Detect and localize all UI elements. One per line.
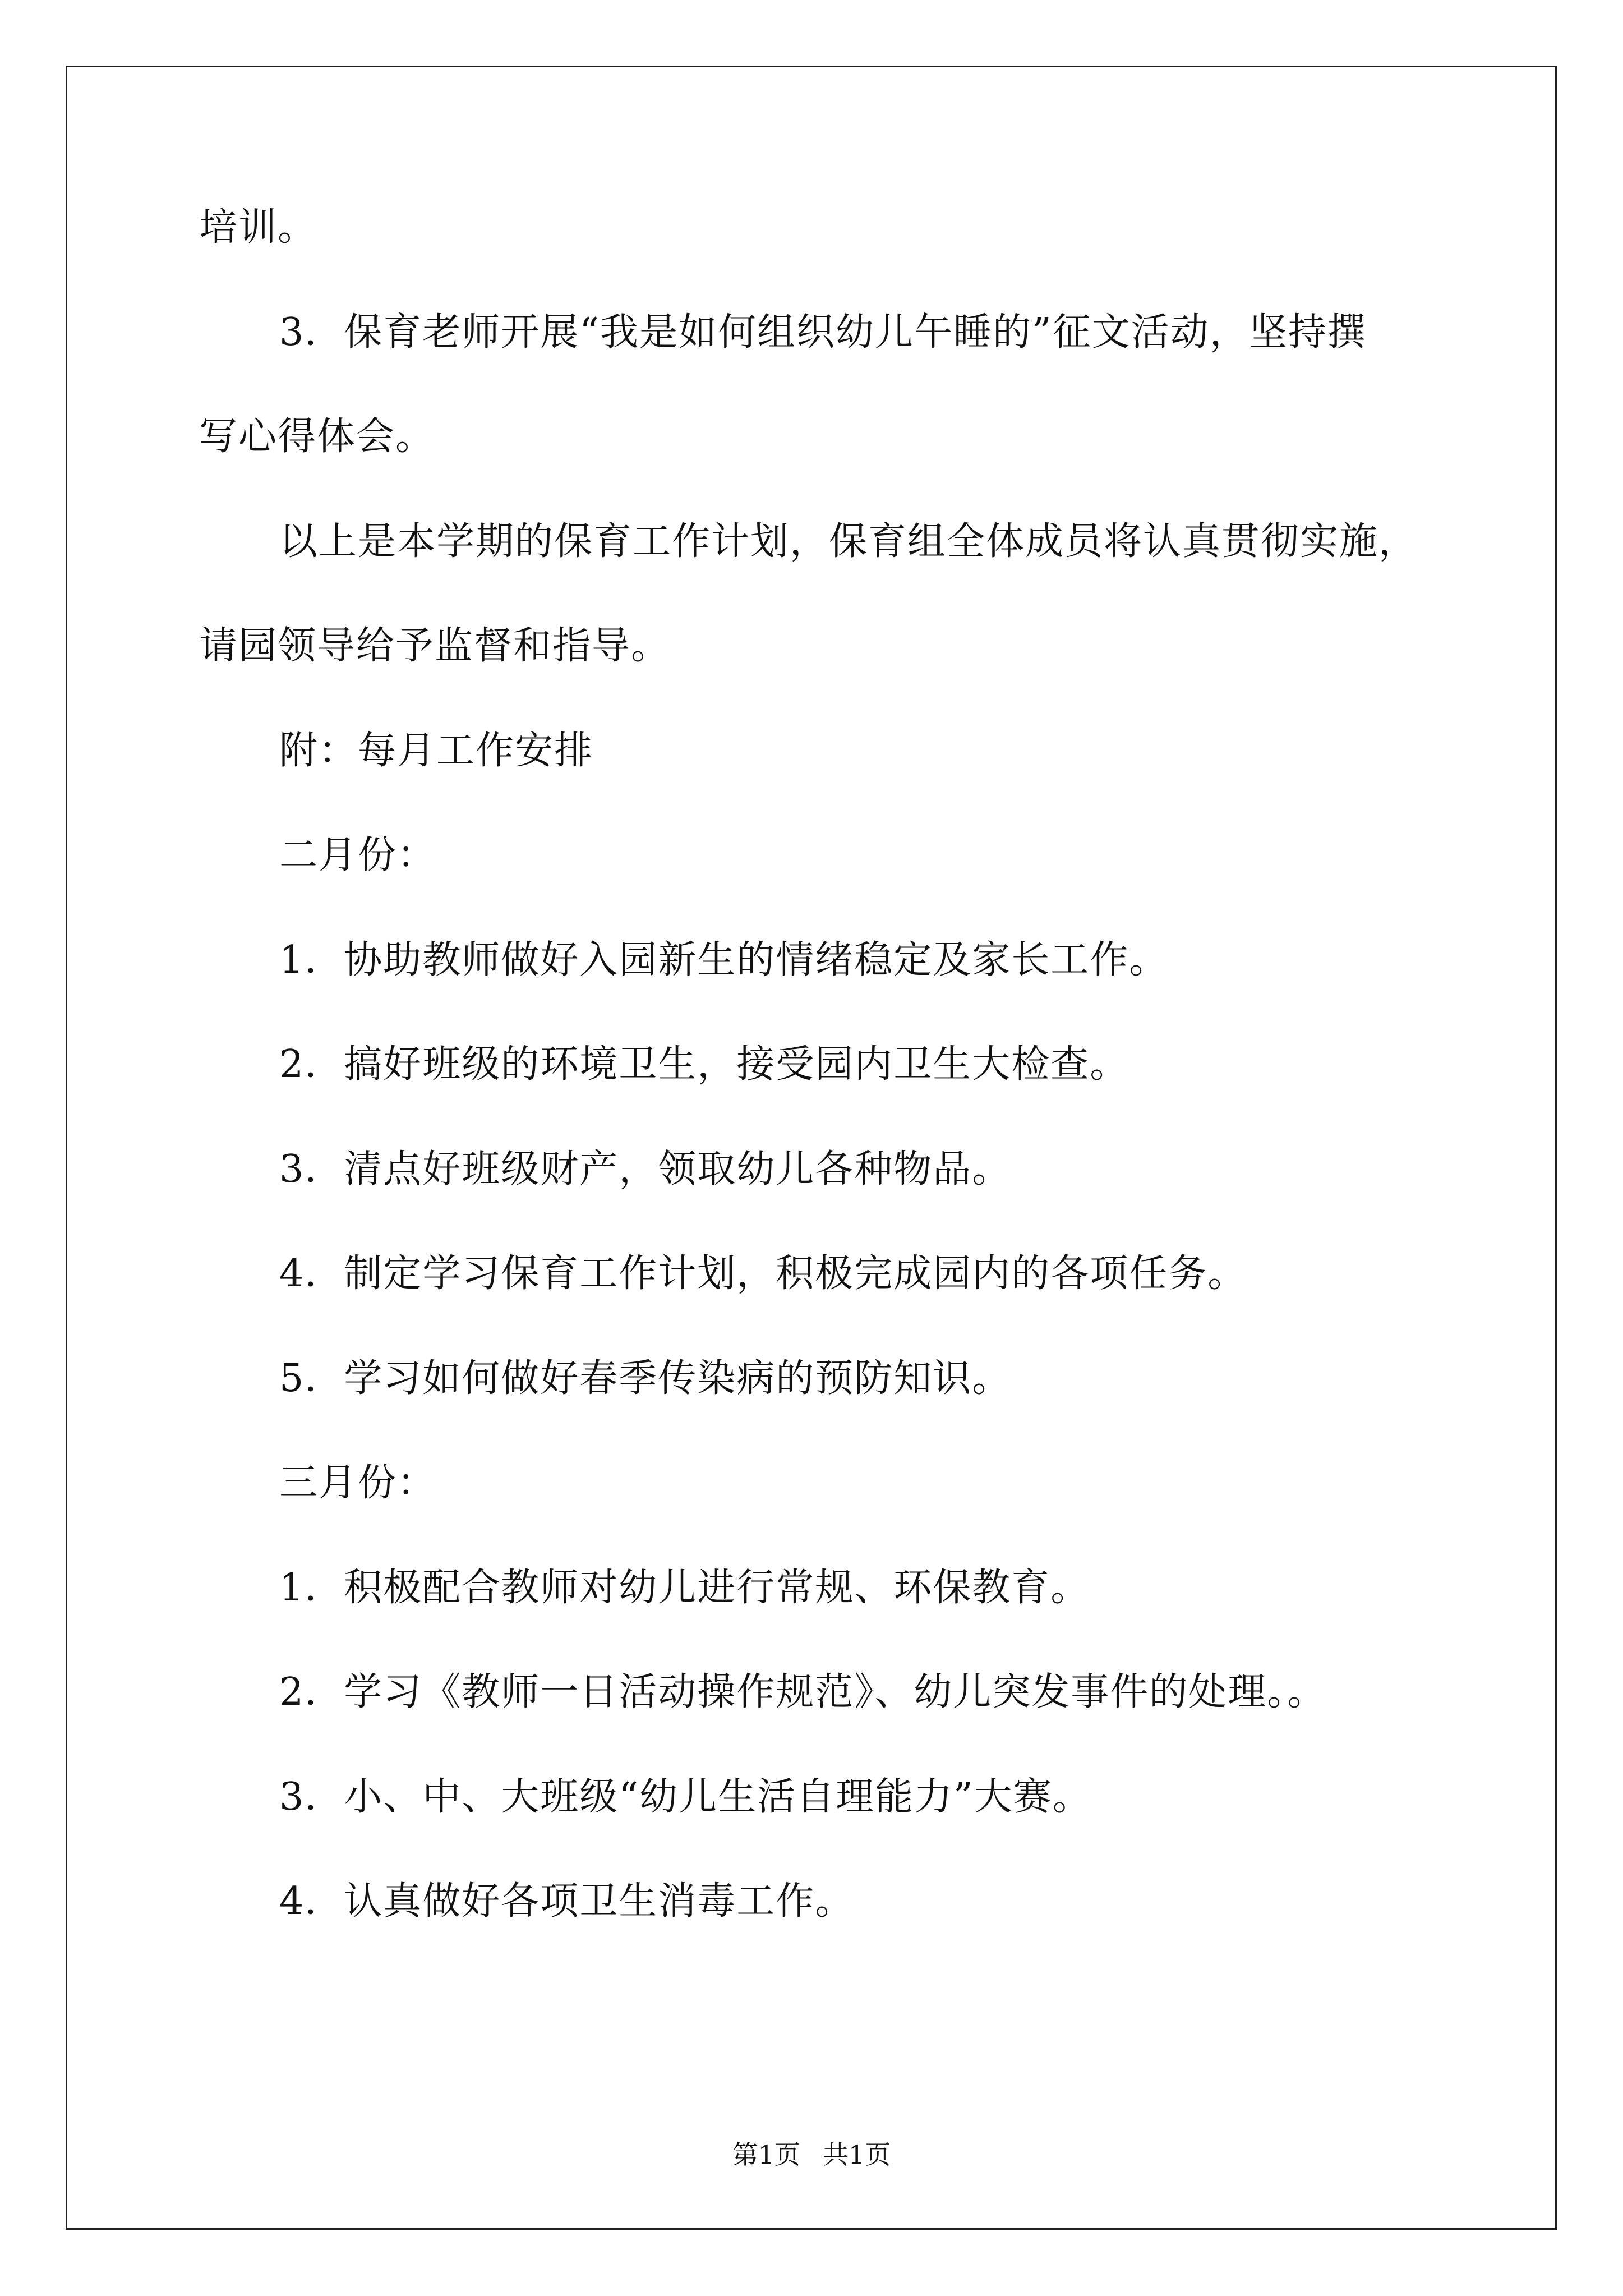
section-heading-march: 三月份： — [279, 1461, 437, 1505]
page-number-total: 共1页 — [823, 2139, 891, 2170]
text-line-11: 4．制定学习保育工作计划，积极完成园内的各项任务。 — [279, 1251, 1247, 1296]
document-body — [199, 205, 1467, 1984]
text-line-5: 请园领导给予监督和指导。 — [199, 624, 671, 668]
text-line-16: 3．小、中、大班级“幼儿生活自理能力”大赛。 — [279, 1774, 1092, 1819]
section-heading-february: 二月份： — [279, 833, 437, 877]
text-line-15: 2．学习《教师一日活动操作规范》、幼儿突发事件的处理。。 — [279, 1670, 1327, 1714]
text-line-6: 附：每月工作安排 — [279, 728, 594, 773]
text-line-14: 1．积极配合教师对幼儿进行常规、环保教育。 — [279, 1565, 1090, 1610]
text-line-3: 写心得体会。 — [199, 415, 435, 459]
page-footer — [0, 2139, 1623, 2170]
text-line-2: 3．保育老师开展“我是如何组织幼儿午睡的”征文活动，坚持撰 — [279, 310, 1367, 355]
text-line-8: 1．协助教师做好入园新生的情绪稳定及家长工作。 — [279, 937, 1169, 982]
text-line-17: 4．认真做好各项卫生消毒工作。 — [279, 1879, 855, 1924]
text-line-4: 以上是本学期的保育工作计划，保育组全体成员将认真贯彻实施， — [279, 519, 1418, 564]
text-line-10: 3．清点好班级财产，领取幼儿各种物品。 — [279, 1147, 1012, 1191]
text-line-12: 5．学习如何做好春季传染病的预防知识。 — [279, 1356, 1012, 1401]
page-number-current: 第1页 — [732, 2139, 800, 2170]
text-line-1: 培训。 — [199, 205, 317, 250]
text-line-9: 2．搞好班级的环境卫生，接受园内卫生大检查。 — [279, 1042, 1129, 1087]
